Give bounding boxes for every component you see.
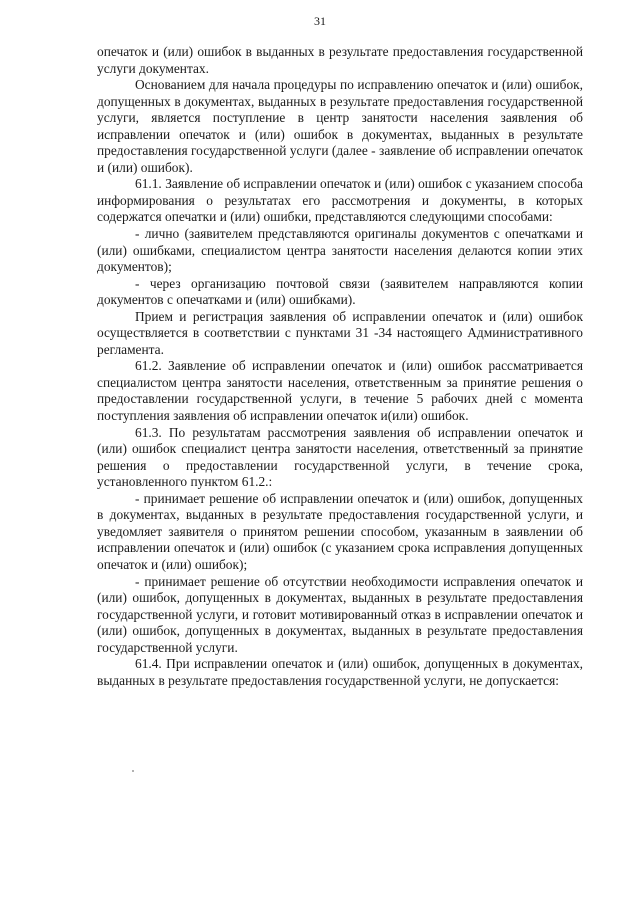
paragraph-61-4: 61.4. При исправлении опечаток и (или) ошибок, допущенных в документах, выданных в результате предоставления государственной услуги, не допускается: (97, 656, 583, 688)
document-body (97, 44, 583, 689)
list-item-in-person: - лично (заявителем представляются оригиналы документов с опечатками и (или) ошибками, специалистом центра занятости населения делаются копии этих документов); (97, 226, 583, 275)
paragraph-61-1: 61.1. Заявление об исправлении опечаток и (или) ошибок с указанием способа информирования о результатах его рассмотрения и документы, в которых содержатся опечатки и (или) ошибки, представляются следующими способами: (97, 176, 583, 225)
paragraph-61-3: 61.3. По результатам рассмотрения заявления об исправлении опечаток и (или) ошибок специалист центра занятости населения, ответственный за принятие решения о предоставлении государственной услуги, в течение срока, установленного пунктом 61.2.: (97, 424, 583, 490)
scan-artifact-dot (132, 770, 134, 772)
paragraph-continuation: опечаток и (или) ошибок в выданных в результате предоставления государственной услуги документах. (97, 44, 583, 76)
page-number: 31 (314, 14, 326, 28)
list-item-decision-correct: - принимает решение об исправлении опечаток и (или) ошибок, допущенных в документах, выданных в результате предоставления государственной услуги, и уведомляет заявителя о принятом решении способом, указанным в заявлении об исправлении опечаток и (или) ошибок (с указанием срока исправления допущенных опечаток и (или) ошибок); (97, 490, 583, 572)
list-item-decision-refuse: - принимает решение об отсутствии необходимости исправления опечаток и (или) ошибок, допущенных в документах, выданных в результате предоставления государственной услуги, и готовит мотивированный отказ в исправлении опечаток и (или) ошибок, допущенных в документах, выданных в результате предоставления государственной услуги. (97, 573, 583, 655)
paragraph-61-2: 61.2. Заявление об исправлении опечаток и (или) ошибок рассматривается специалистом центра занятости населения, ответственным за принятие решения о предоставлении государственной услуги, в течение 5 рабочих дней с момента поступления заявления об исправлении опечаток и(или) ошибок. (97, 358, 583, 424)
list-item-postal: - через организацию почтовой связи (заявителем направляются копии документов с опечатками и (или) ошибками). (97, 275, 583, 308)
paragraph-basis: Основанием для начала процедуры по исправлению опечаток и (или) ошибок, допущенных в документах, выданных в результате предоставления государственной услуги, является поступление в центр занятости населения заявления об исправлении опечаток и (или) ошибок в документах, выданных в результате предоставления государственной услуги (далее - заявление об исправлении опечаток и (или) ошибок). (97, 77, 583, 175)
paragraph-registration: Прием и регистрация заявления об исправлении опечаток и (или) ошибок осуществляется в соответствии с пунктами 31 -34 настоящего Административного регламента. (97, 308, 583, 357)
